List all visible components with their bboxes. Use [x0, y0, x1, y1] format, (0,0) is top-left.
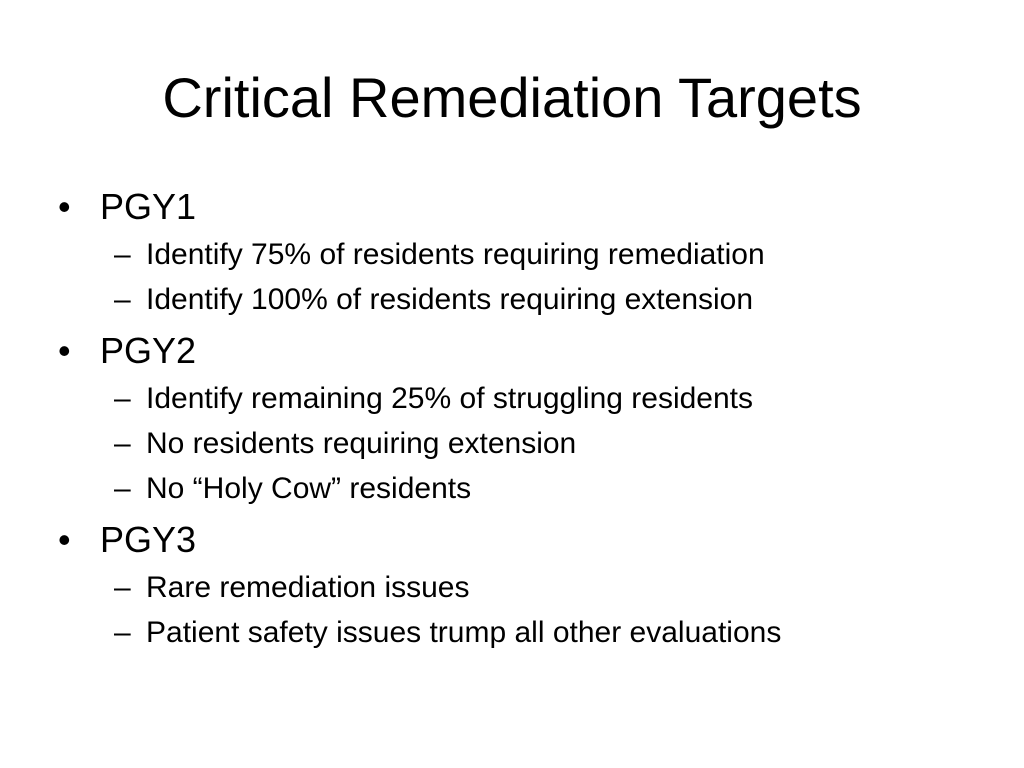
bullet-marker: •: [58, 186, 71, 227]
sub-text: Identify remaining 25% of struggling residents: [146, 382, 754, 415]
sub-item: [58, 277, 998, 322]
sub-marker: –: [114, 571, 131, 604]
sub-text: No residents requiring extension: [146, 427, 577, 460]
sub-item: [58, 466, 998, 511]
bullet-text: PGY1: [100, 186, 197, 227]
sub-item: [58, 232, 998, 277]
slide-title: Critical Remediation Targets: [162, 66, 862, 129]
sub-marker: –: [114, 616, 131, 649]
sub-text: Identify 100% of residents requiring extension: [146, 283, 754, 316]
sub-item: [58, 421, 998, 466]
sub-marker: –: [114, 283, 131, 316]
bullet-pgy1: [58, 182, 998, 232]
bullet-marker: •: [58, 330, 71, 371]
sub-marker: –: [114, 472, 131, 505]
sub-item: [58, 610, 998, 655]
sub-item: [58, 376, 998, 421]
bullet-pgy2: [58, 326, 998, 376]
bullet-text: PGY3: [100, 519, 197, 560]
sub-marker: –: [114, 238, 131, 271]
sub-text: No “Holy Cow” residents: [146, 472, 472, 505]
sub-marker: –: [114, 427, 131, 460]
sub-item: [58, 565, 998, 610]
sub-marker: –: [114, 382, 131, 415]
slide-body: [58, 182, 998, 655]
bullet-pgy3: [58, 515, 998, 565]
bullet-marker: •: [58, 519, 71, 560]
sub-text: Identify 75% of residents requiring remediation: [146, 238, 765, 271]
bullet-text: PGY2: [100, 330, 197, 371]
sub-text: Rare remediation issues: [146, 571, 470, 604]
sub-text: Patient safety issues trump all other evaluations: [146, 616, 782, 649]
